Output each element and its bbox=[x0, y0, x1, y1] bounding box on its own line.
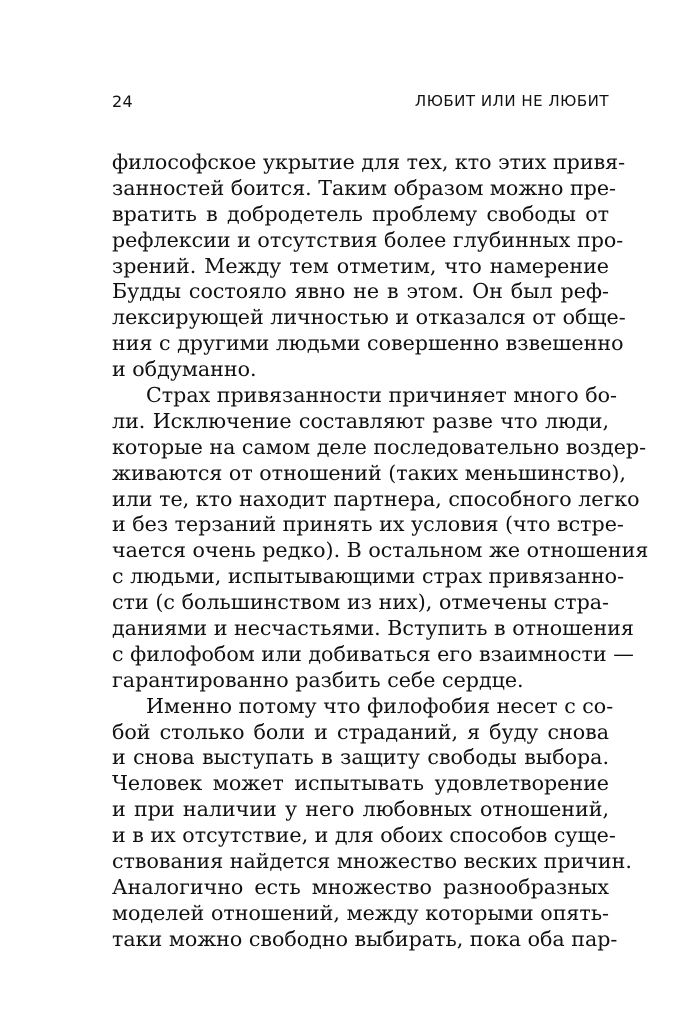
text-line: таки можно свободно выбирать, пока оба пар- bbox=[112, 926, 618, 951]
running-title: ЛЮБИТ ИЛИ НЕ ЛЮБИТ bbox=[414, 92, 609, 110]
text-line: и без терзаний принять их условия (что встре- bbox=[112, 512, 624, 537]
paragraph bbox=[112, 693, 632, 953]
text-line: Человек может испытывать удовлетворение bbox=[112, 771, 609, 796]
text-line: и в их отсутствие, и для обоих способов суще- bbox=[112, 823, 616, 848]
text-line: чается очень редко). В остальном же отношения bbox=[112, 538, 649, 563]
text-line: ния с другими людьми совершенно взвешенно bbox=[112, 331, 624, 356]
text-line: ли. Исключение составляют разве что люди, bbox=[112, 408, 609, 433]
text-line: Будды состояло явно не в этом. Он был реф- bbox=[112, 279, 609, 304]
paragraph bbox=[112, 383, 649, 694]
text-line: занностей боится. Таким образом можно пре- bbox=[112, 175, 616, 200]
text-line: зрений. Между тем отметим, что намерение bbox=[112, 253, 609, 278]
text-line: ствования найдется множество веских причин. bbox=[112, 849, 632, 874]
text-line: лексирующей личностью и отказался от обще- bbox=[112, 305, 626, 330]
text-line: моделей отношений, между которыми опять- bbox=[112, 900, 609, 925]
text-line: или те, кто находит партнера, способного легко bbox=[112, 486, 640, 511]
body-text bbox=[112, 150, 649, 953]
text-line: которые на самом деле последовательно воздер- bbox=[112, 434, 647, 459]
text-line: сти (с большинством из них), отмечены стра- bbox=[112, 590, 609, 615]
text-line: Аналогично есть множество разнообразных bbox=[112, 874, 609, 899]
text-line: живаются от отношений (таких меньшинство), bbox=[112, 460, 626, 485]
text-line: с филофобом или добиваться его взаимности — bbox=[112, 641, 634, 666]
text-line: Именно потому что филофобия несет с со- bbox=[146, 693, 614, 718]
paragraph bbox=[112, 150, 626, 383]
text-line: с людьми, испытывающими страх привязанно- bbox=[112, 564, 625, 589]
text-line: даниями и несчастьями. Вступить в отношения bbox=[112, 616, 634, 641]
page-number: 24 bbox=[112, 92, 133, 111]
text-line: и при наличии у него любовных отношений, bbox=[112, 797, 609, 822]
text-line: вратить в добродетель проблему свободы от bbox=[112, 201, 609, 226]
text-line: гарантированно разбить себе сердце. bbox=[112, 667, 524, 692]
text-line: философское укрытие для тех, кто этих привя- bbox=[112, 150, 626, 174]
text-line: и снова выступать в защиту свободы выбора. bbox=[112, 745, 609, 770]
text-line: и обдуманно. bbox=[112, 357, 257, 382]
running-head bbox=[112, 92, 609, 116]
text-line: Страх привязанности причиняет много бо- bbox=[146, 383, 618, 408]
text-line: бой столько боли и страданий, я буду снова bbox=[112, 719, 609, 744]
text-line: рефлексии и отсутствия более глубинных про- bbox=[112, 227, 624, 252]
